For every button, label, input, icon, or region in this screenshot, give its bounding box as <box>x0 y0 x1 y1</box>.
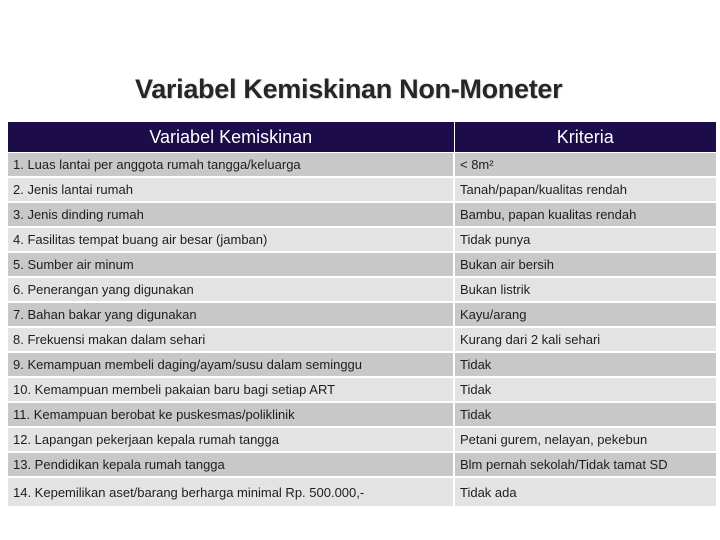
variabel-cell: 5. Sumber air minum <box>8 252 454 277</box>
kriteria-cell: Tanah/papan/kualitas rendah <box>454 177 716 202</box>
table-row <box>8 327 716 352</box>
kriteria-cell: Kurang dari 2 kali sehari <box>454 327 716 352</box>
table-row <box>8 177 716 202</box>
variabel-cell: 6. Penerangan yang digunakan <box>8 277 454 302</box>
table-row <box>8 352 716 377</box>
variabel-cell: 4. Fasilitas tempat buang air besar (jamban) <box>8 227 454 252</box>
variabel-cell: 10. Kemampuan membeli pakaian baru bagi setiap ART <box>8 377 454 402</box>
variabel-cell: 12. Lapangan pekerjaan kepala rumah tangga <box>8 427 454 452</box>
table-row <box>8 427 716 452</box>
kriteria-cell: Tidak <box>454 352 716 377</box>
column-header-variabel: Variabel Kemiskinan <box>8 122 454 153</box>
kriteria-cell: Tidak punya <box>454 227 716 252</box>
criteria-table <box>8 122 716 508</box>
kriteria-cell: Bukan air bersih <box>454 252 716 277</box>
kriteria-cell: Kayu/arang <box>454 302 716 327</box>
variabel-cell: 13. Pendidikan kepala rumah tangga <box>8 452 454 477</box>
kriteria-cell: Tidak ada <box>454 477 716 507</box>
variabel-cell: 2. Jenis lantai rumah <box>8 177 454 202</box>
variabel-cell: 9. Kemampuan membeli daging/ayam/susu dalam seminggu <box>8 352 454 377</box>
kriteria-cell: Tidak <box>454 377 716 402</box>
column-header-kriteria: Kriteria <box>454 122 716 153</box>
kriteria-cell: Blm pernah sekolah/Tidak tamat SD <box>454 452 716 477</box>
table-row <box>8 402 716 427</box>
table-row <box>8 252 716 277</box>
variabel-cell: 14. Kepemilikan aset/barang berharga minimal Rp. 500.000,- <box>8 477 454 507</box>
table-row <box>8 302 716 327</box>
variabel-cell: 1. Luas lantai per anggota rumah tangga/keluarga <box>8 153 454 178</box>
table-row <box>8 477 716 507</box>
page-title: Variabel Kemiskinan Non-Moneter <box>135 74 563 104</box>
table-header-row <box>8 122 716 153</box>
table-row <box>8 452 716 477</box>
variabel-cell: 7. Bahan bakar yang digunakan <box>8 302 454 327</box>
variabel-cell: 3. Jenis dinding rumah <box>8 202 454 227</box>
table-row <box>8 277 716 302</box>
kriteria-cell: < 8m² <box>454 153 716 178</box>
variabel-cell: 11. Kemampuan berobat ke puskesmas/poliklinik <box>8 402 454 427</box>
table-row <box>8 377 716 402</box>
kriteria-cell: Bukan listrik <box>454 277 716 302</box>
table-row <box>8 202 716 227</box>
variabel-cell: 8. Frekuensi makan dalam sehari <box>8 327 454 352</box>
kriteria-cell: Tidak <box>454 402 716 427</box>
table-row <box>8 153 716 178</box>
kriteria-cell: Bambu, papan kualitas rendah <box>454 202 716 227</box>
kriteria-cell: Petani gurem, nelayan, pekebun <box>454 427 716 452</box>
table-row <box>8 227 716 252</box>
